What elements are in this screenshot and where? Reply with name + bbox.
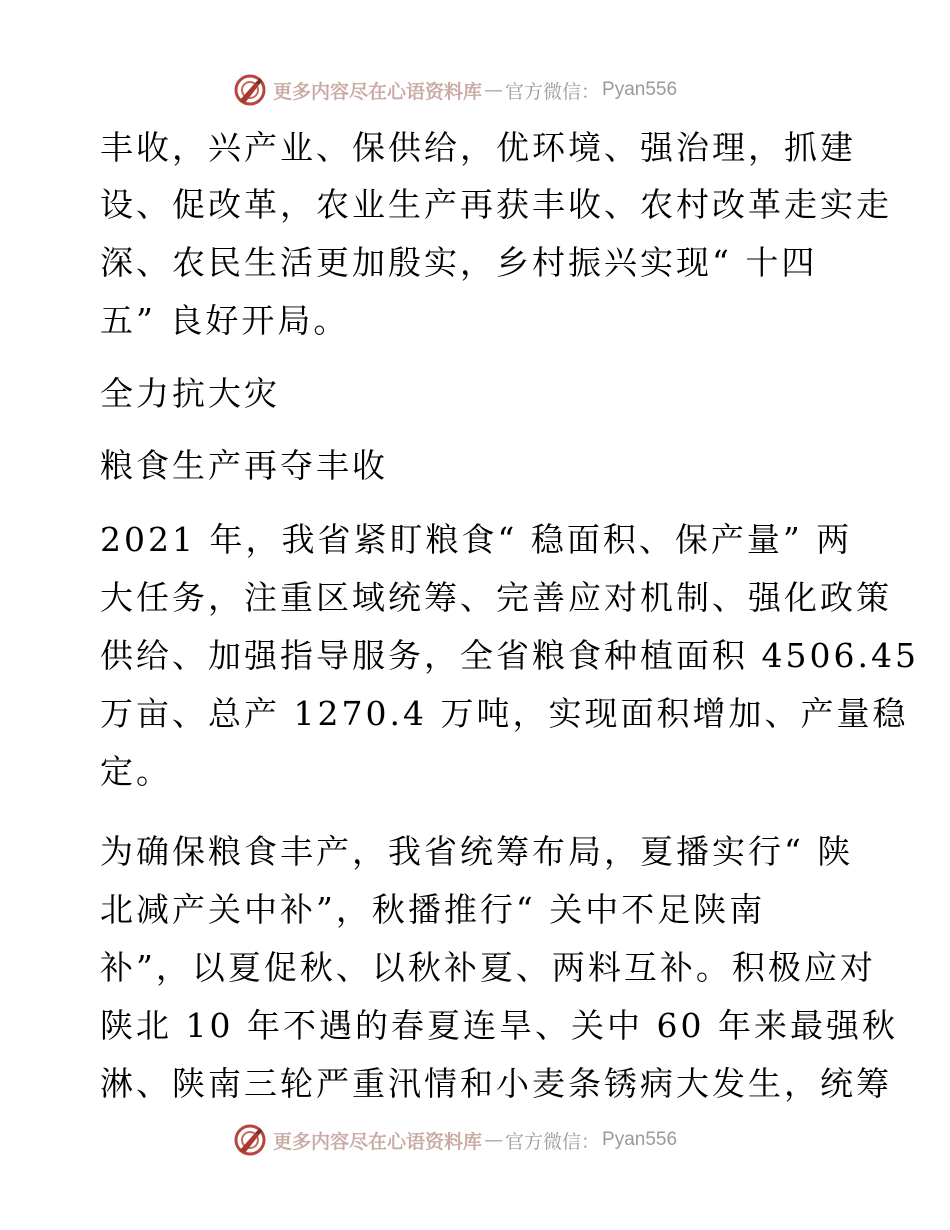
text-line: 补”，以夏促秋、以秋补夏、两料互补。积极应对 bbox=[100, 948, 876, 987]
watermark-main-text: 更多内容尽在心语资料库 bbox=[273, 1130, 483, 1153]
text-line: 北减产关中补”，秋播推行“ 关中不足陕南 bbox=[100, 890, 766, 929]
text-line: 定。 bbox=[100, 752, 172, 791]
watermark-sub-text: 官方微信： bbox=[505, 80, 601, 103]
text-line: 深、农民生活更加殷实，乡村振兴实现“ 十四 bbox=[100, 243, 818, 282]
text-line: 陕北 10 年不遇的春夏连旱、关中 60 年来最强秋 bbox=[100, 1006, 898, 1045]
watermark-footer bbox=[233, 1122, 677, 1158]
text-line: 2021 年，我省紧盯粮食“ 稳面积、保产量” 两 bbox=[100, 520, 853, 559]
text-line: 大任务，注重区域统筹、完善应对机制、强化政策 bbox=[100, 578, 892, 617]
watermark-sub-text: 官方微信： bbox=[505, 1130, 601, 1153]
text-line: 丰收，兴产业、保供给，优环境、强治理，抓建 bbox=[100, 128, 856, 167]
text-line: 万亩、总产 1270.4 万吨，实现面积增加、产量稳 bbox=[100, 694, 909, 733]
logo-icon bbox=[233, 1123, 267, 1157]
watermark-header bbox=[233, 72, 677, 108]
section-heading: 全力抗大灾 bbox=[100, 374, 280, 413]
text-line: 设、促改革，农业生产再获丰收、农村改革走实走 bbox=[100, 185, 892, 224]
text-line: 五” 良好开局。 bbox=[100, 301, 350, 340]
section-heading: 粮食生产再夺丰收 bbox=[100, 446, 388, 485]
watermark-main-text: 更多内容尽在心语资料库 bbox=[273, 80, 483, 103]
watermark-dash: — bbox=[484, 79, 504, 101]
text-line: 供给、加强指导服务，全省粮食种植面积 4506.45 bbox=[100, 636, 919, 675]
watermark-wechat-id: Pyan556 bbox=[602, 1129, 678, 1150]
text-line: 淋、陕南三轮严重汛情和小麦条锈病大发生，统筹 bbox=[100, 1064, 892, 1103]
text-line: 为确保粮食丰产，我省统筹布局，夏播实行“ 陕 bbox=[100, 832, 854, 871]
watermark-wechat-id: Pyan556 bbox=[602, 79, 678, 100]
watermark-dash: — bbox=[484, 1129, 504, 1151]
logo-icon bbox=[233, 73, 267, 107]
